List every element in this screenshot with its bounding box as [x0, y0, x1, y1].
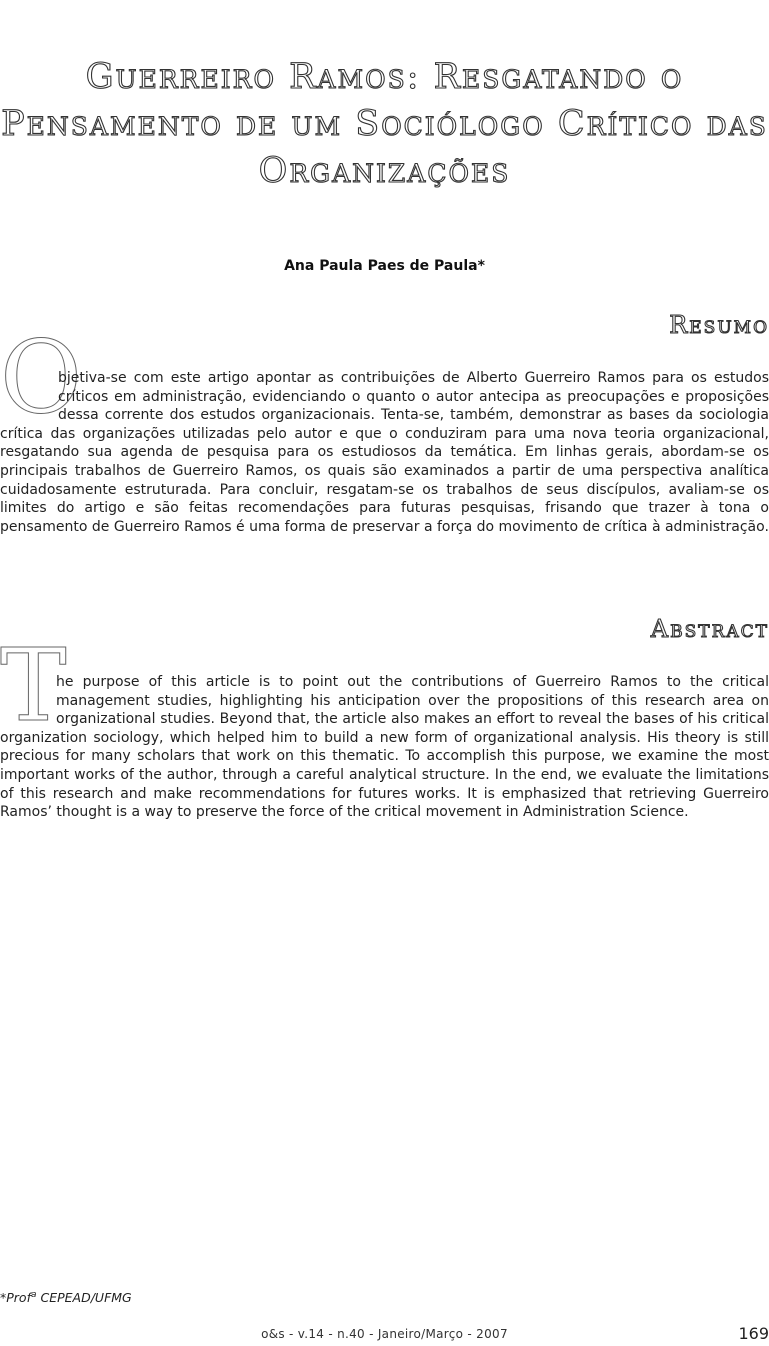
abstract-body: he purpose of this article is to point out the contributions of Guerreiro Ramos to the critical management studies, highlighting his anticipation over the propositions of this research area on organizational studies. Beyond that, the article also makes an effort to reveal the bases of his critical organization sociology, which helped him to build a new form of organizational analysis. His theory is still precious for many scholars that work on this thematic. To accomplish this purpose, we examine the most important works of the author, through a careful analytical structure. In the end, we evaluate the limitations of this research and make recommendations for futures works. It is emphasized that retrieving Guerreiro Ramos’ thought is a way to preserve the force of the critical movement in Administration Science. [0, 674, 769, 821]
footnote-superscript: a [30, 1290, 37, 1300]
journal-citation: o&s - v.14 - n.40 - Janeiro/Março - 2007 [261, 1327, 508, 1341]
resumo-body: bjetiva-se com este artigo apontar as contribuições de Alberto Guerreiro Ramos para os estudos críticos em administração, evidenciando o quanto o autor antecipa as preocupações e proposições dessa corrente dos estudos organizacionais. Tenta-se, também, demonstrar as bases da sociologia crítica das organizações utilizadas pelo autor e que o conduziram para uma nova teoria organizacional, resgatando sua agenda de pesquisa para os estudiosos da temática. Em linhas gerais, abordam-se os principais trabalhos de Guerreiro Ramos, os quais são examinados a partir de uma perspectiva analítica cuidadosamente estruturada. Para concluir, resgatam-se os trabalhos de seus discípulos, avaliam-se os limites do artigo e são feitas recomendações para futuras pesquisas, frisando que trazer à tona o pensamento de Guerreiro Ramos é uma forma de preservar a força do movimento de crítica à administração. [0, 370, 769, 535]
footnote-prefix: *Prof [0, 1290, 31, 1306]
abstract-dropcap: T [0, 627, 67, 744]
page-number: 169 [738, 1324, 769, 1343]
resumo-dropcap: O [0, 319, 82, 436]
abstract-heading: Abstract [650, 615, 769, 643]
resumo-heading: Resumo [669, 311, 769, 339]
author-name: Ana Paula Paes de Paula* [284, 258, 485, 274]
article-title: Guerreiro Ramos: Resgatando o Pensamento de um Sociólogo Crítico das Organizações [1, 57, 768, 191]
footnote-affiliation: CEPEAD/UFMG [36, 1290, 132, 1306]
author-footnote [0, 1290, 132, 1305]
